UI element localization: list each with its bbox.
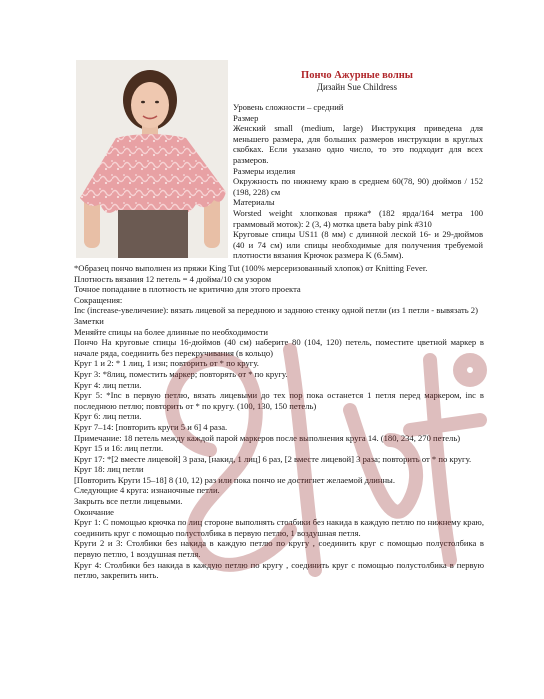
round-line: Круг 1 и 2: * 1 лиц, 1 изн; повторить от * по кругу.	[74, 358, 259, 369]
designer-credit: Дизайн Sue Childress	[316, 82, 398, 92]
stitch-count-note: Примечание: 18 петель между каждой парой маркеров после выполнения круга 14. (180, 234, 270 петель)	[74, 432, 461, 443]
notes-heading: Заметки	[74, 315, 104, 326]
size-description: Женский small (medium, large) Инструкция приведена для меньшего размера, для больших размеров инструкции в круглых скобках. Если указано одно число, то это подходит для всех размеров.	[233, 123, 483, 165]
materials-heading: Материалы	[233, 197, 275, 208]
abbreviations-heading: Сокращения:	[74, 294, 123, 305]
notes-line: Меняйте спицы на более длинные по необходимости	[74, 326, 269, 337]
instructions-body	[74, 263, 484, 581]
yarn-note: *Образец пончо выполнен из пряжи King Tut (100% мерсеризованный хлопок) от Knitting Fever.	[74, 263, 428, 273]
difficulty-line: Уровень сложности – средний	[233, 102, 344, 112]
needles-line: Круговые спицы US11 (8 мм) с длинной леской 16- и 29-дюймов (40 и 74 см) или спицы необходимые для получения требуемой плотности вязания Крючок размера K (6.5мм).	[233, 229, 483, 261]
yarn-line: Worsted weight хлопковая пряжа* (182 ярда/164 метра 100 граммовый моток): 2 (3, 4) мотка цвета baby pink #310	[233, 207, 483, 229]
abbreviation-inc: Inc (increase-увеличение): вязать лицевой за переднюю и заднюю стенку одной петли (из 1 петли - вывязать 2)	[74, 305, 478, 316]
specs-column	[233, 102, 483, 261]
repeat-line: [Повторить Круги 15–18] 8 (10, 12) раз или пока пончо не достигнет желаемой длинны.	[74, 474, 395, 485]
model-photo	[76, 60, 228, 258]
cast-on-line: Пончо На круговые спицы 16-дюймов (40 см) наберите 80 (104, 120) петель, поместите цветной маркер в начале ряда, соединить без перекручивания (в кольцо)	[74, 337, 484, 358]
round-line: Круг 6: лиц петли.	[74, 411, 142, 422]
dimensions-heading: Размеры изделия	[233, 165, 296, 176]
finishing-round: Круг 4: Столбики без накида в каждую петлю по кругу , соединить круг с помощью полустолбика в первую петлю, закрепить нить.	[74, 559, 484, 581]
dimensions-value: Окружность по нижнему краю в среднем 60(78, 90) дюймов / 152 (198, 228) см	[233, 176, 483, 197]
purl-rounds-line: Следующие 4 круга: изнаночные петли.	[74, 485, 220, 496]
bind-off-line: Закрыть все петли лицевыми.	[74, 496, 183, 507]
finishing-heading: Окончание	[74, 506, 114, 517]
round-line: Круг 15 и 16: лиц петли.	[74, 443, 164, 454]
gauge-line: Плотность вязания 12 петель = 4 дюйма/10 см узором	[74, 273, 272, 284]
round-line: Круг 5: *Inc в первую петлю, вязать лицевыми до тех пор пока останется 1 петля перед маркером, inc в последнюю петлю; повторить от * по кругу. (100, 130, 150 петель)	[74, 390, 484, 411]
round-line: Круг 3: *8лиц, поместить маркер; повторять от * по кругу.	[74, 368, 288, 379]
round-line: Круг 7–14: [повторить круги 5 и 6] 4 раза.	[74, 421, 228, 432]
gauge-note: Точное попадание в плотность не критично для этого проекта	[74, 284, 301, 295]
model-photo-illustration	[76, 60, 228, 258]
finishing-round: Круги 2 и 3: Столбики без накида в каждую петлю по кругу , соединить круг с помощью полустолбика в первую петлю, 1 воздушная петля.	[74, 538, 484, 560]
size-heading: Размер	[233, 112, 259, 123]
round-line: Круг 18: лиц петли	[74, 464, 144, 475]
round-line: Круг 4: лиц петли.	[74, 379, 142, 390]
pattern-title: Пончо Ажурные волны	[301, 70, 413, 81]
finishing-round: Круг 1: С помощью крючка по лиц стороне выполнять столбики без накида в каждую петлю по нижнему краю, соединить круг с помощью полустолбика в первую петлю, 1 воздушная петля.	[74, 517, 484, 538]
round-line: Круг 17: *[2 вместе лицевой] 3 раза, [накид, 1 лиц] 6 раз, [2 вместе лицевой] 3 раза; повторить от * по кругу.	[74, 453, 472, 464]
